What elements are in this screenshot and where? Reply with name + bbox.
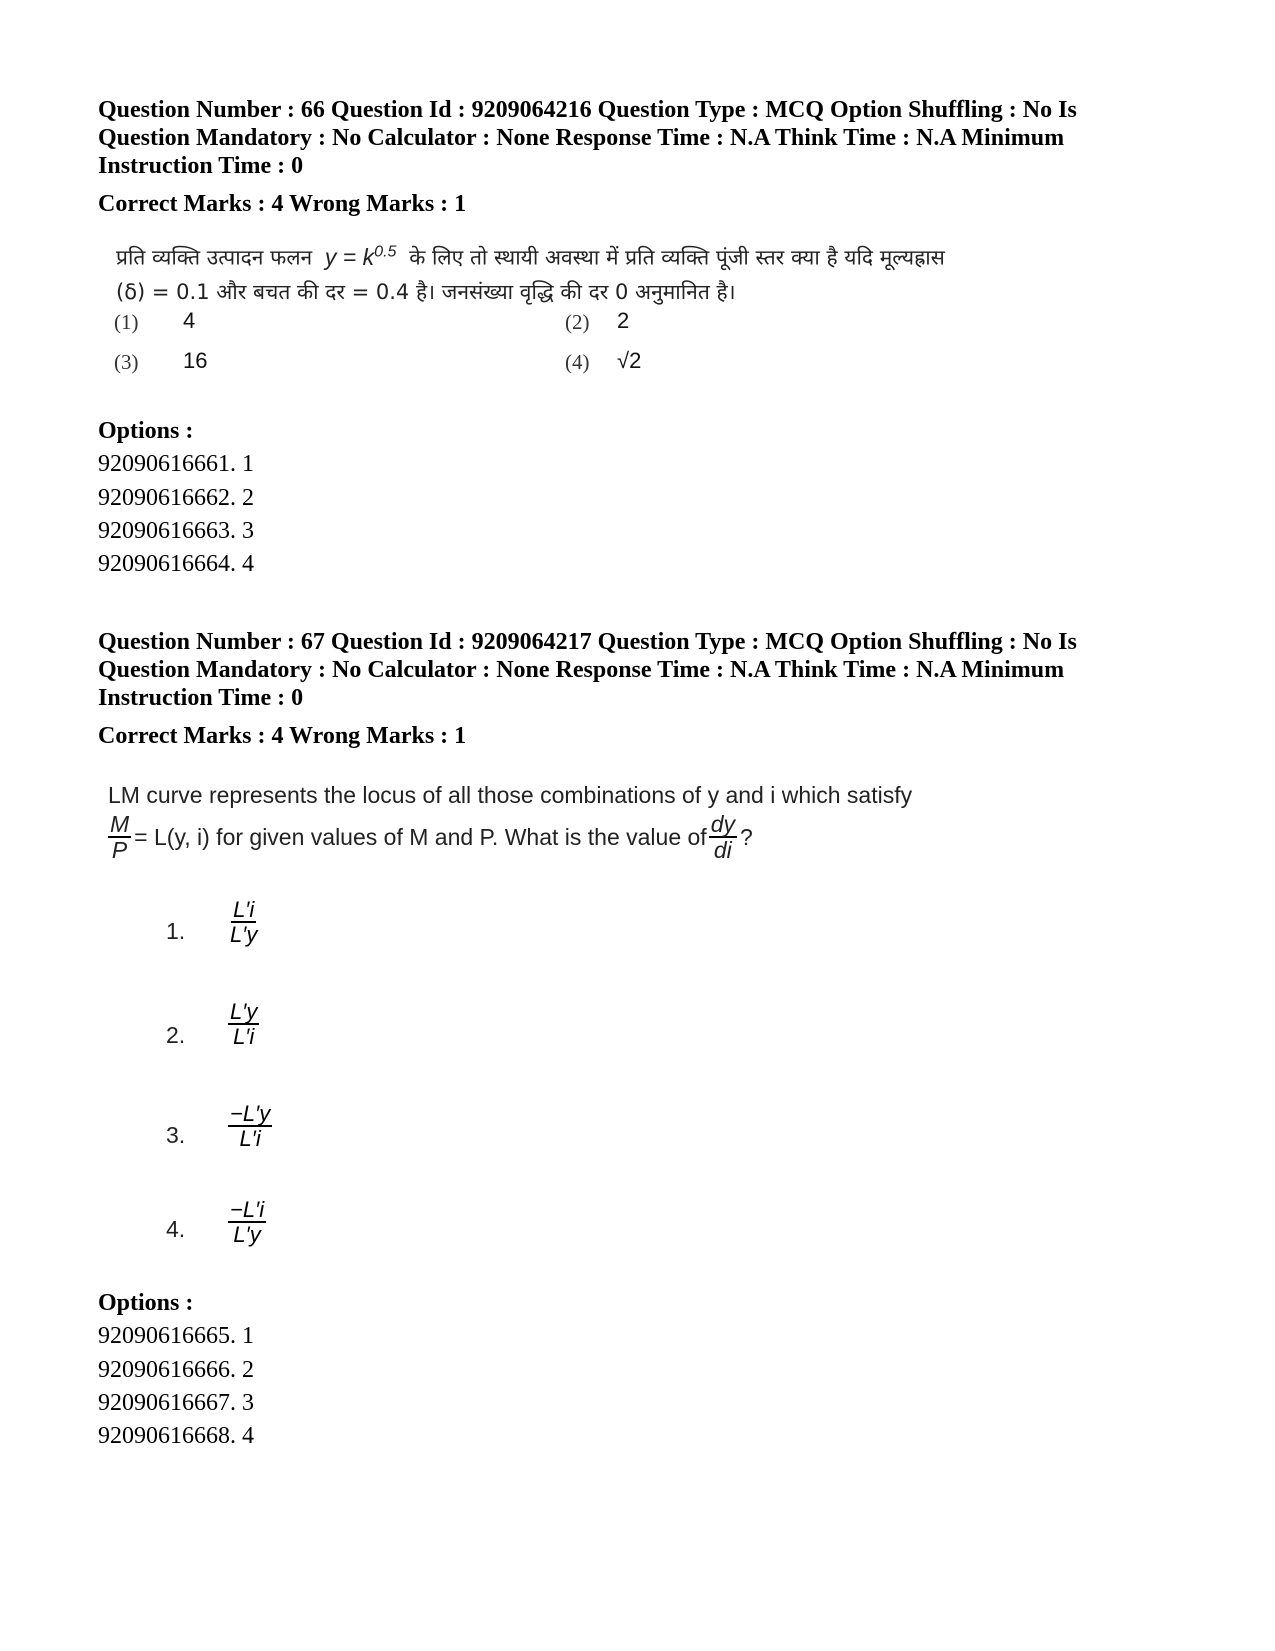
q66-formula: $y = k^{0.5}$ (324, 242, 397, 270)
q66-question-line2: (δ) = 0.1 और बचत की दर = 0.4 है। जनसंख्या वृद्धि की दर 0 अनुमानित है। (116, 279, 736, 304)
q67-meta-line2: Question Mandatory : No Calculator : None Response Time : N.A Think Time : N.A Minimum (98, 657, 1065, 683)
q67-option-3: 92090616667. 3 (98, 1390, 254, 1416)
q66-meta-line3: Instruction Time : 0 (98, 153, 304, 179)
q67-m-over-p: $\frac{M}{P}$ (110, 811, 130, 864)
q66-option-4: 92090616664. 4 (98, 551, 254, 577)
q66-option-2: 92090616662. 2 (98, 485, 254, 511)
q67-options-title: Options : (98, 1290, 194, 1316)
q67-meta-line3: Instruction Time : 0 (98, 685, 304, 711)
q67-meta-line1: Question Number : 67 Question Id : 9209064217 Question Type : MCQ Option Shuffling : No Is (98, 629, 1077, 655)
q67-meta (98, 628, 1188, 712)
q66-option-3: 92090616663. 3 (98, 518, 254, 544)
q67-option-2: 92090616666. 2 (98, 1357, 254, 1383)
q66-meta-line1: Question Number : 66 Question Id : 9209064216 Question Type : MCQ Option Shuffling : No Is (98, 97, 1077, 123)
q66-option-1: 92090616661. 1 (98, 451, 254, 477)
q66-meta-line2: Question Mandatory : No Calculator : None Response Time : N.A Think Time : N.A Minimum (98, 125, 1065, 151)
q66-marks: Correct Marks : 4 Wrong Marks : 1 (98, 191, 467, 217)
q67-question-line2: $\frac{M}{P}$ = L(y, i) for given values of M and P. What is the value of $\frac{dy}{di}$ ? (110, 811, 753, 864)
q66-question-line1: प्रति व्यक्ति उत्पादन फलन $y = k^{0.5}$ के लिए तो स्थायी अवस्था में प्रति व्यक्ति पूंजी स्तर क्या है यदि मूल्यह्रास (116, 242, 945, 270)
q67-dy-over-di: $\frac{dy}{di}$ (710, 811, 735, 864)
q67-option-1: 92090616665. 1 (98, 1323, 254, 1349)
q66-question-text (116, 234, 1076, 309)
q66-meta (98, 96, 1188, 180)
q67-question-line1: LM curve represents the locus of all those combinations of y and i which satisfy (108, 782, 913, 808)
q66-options-title: Options : (98, 418, 194, 444)
q67-marks: Correct Marks : 4 Wrong Marks : 1 (98, 723, 467, 749)
q67-option-4: 92090616668. 4 (98, 1423, 254, 1449)
